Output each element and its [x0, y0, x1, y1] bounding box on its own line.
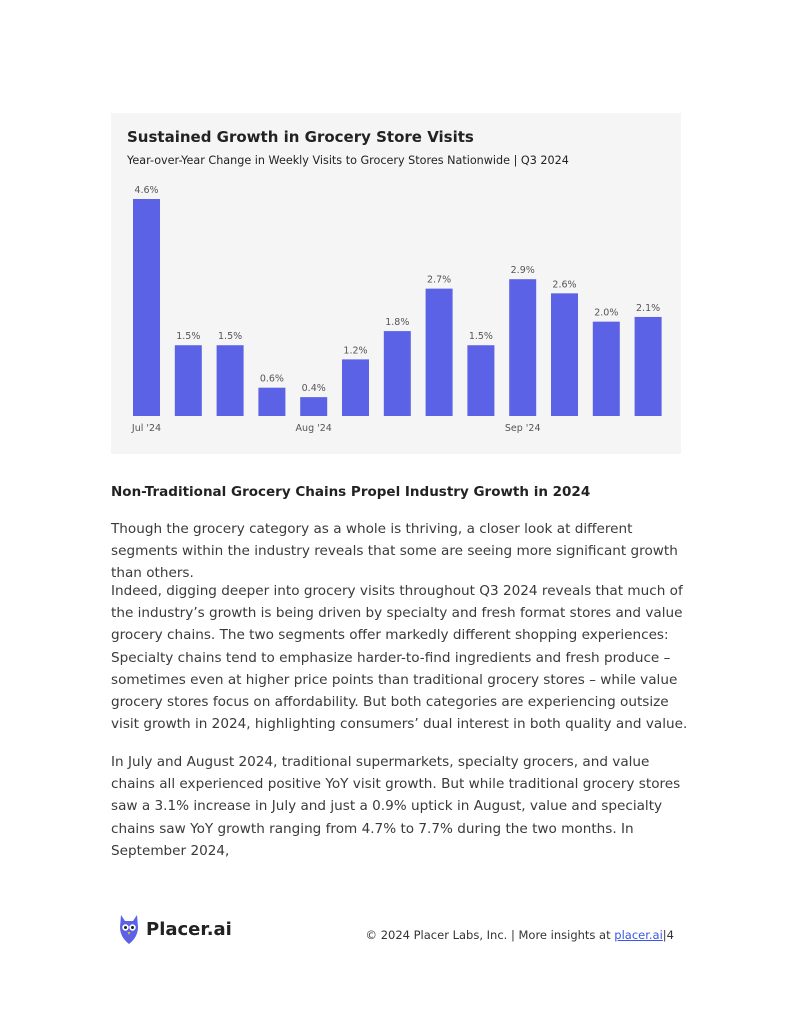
- bar-value-label-9: 2.9%: [510, 265, 535, 277]
- chart-title: Sustained Growth in Grocery Store Visits: [127, 128, 474, 146]
- bar-value-label-6: 1.8%: [385, 317, 410, 329]
- bar-value-label-1: 1.5%: [176, 331, 201, 343]
- bar-0: [133, 199, 160, 416]
- paragraph-2: Indeed, digging deeper into grocery visits throughout Q3 2024 reveals that much of the industry’s growth is being driven by specialty and fresh format stores and value grocery chains. The two segments offer markedly different shopping experiences: Specialty chains tend to emphasize harder-to-find ingredients and fresh produce – sometimes even at higher price points than traditional grocery stores – while value grocery stores focus on affordability. But both categories are experiencing outsize visit growth in 2024, highlighting consumers’ dual interest in both quality and value.: [111, 583, 688, 733]
- bar-5: [342, 359, 369, 416]
- page-number: 4: [666, 928, 674, 942]
- bar-8: [467, 345, 494, 416]
- bar-value-label-4: 0.4%: [301, 383, 326, 395]
- x-tick-label-2: Sep '24: [504, 423, 541, 434]
- paragraph-1: Though the grocery category as a whole is thriving, a closer look at different segments within the industry reveals that some are seeing more significant growth than others.: [111, 521, 678, 582]
- x-tick-label-1: Aug '24: [295, 423, 332, 434]
- bar-7: [426, 289, 453, 416]
- bar-value-label-7: 2.7%: [427, 274, 452, 286]
- bar-chart: [111, 113, 681, 454]
- bar-3: [258, 388, 285, 416]
- bar-value-label-10: 2.6%: [552, 279, 577, 291]
- bar-12: [635, 317, 662, 416]
- logo-text: Placer.ai: [146, 918, 232, 940]
- section-heading: Non-Traditional Grocery Chains Propel Industry Growth in 2024: [111, 484, 591, 500]
- bar-value-label-12: 2.1%: [636, 302, 661, 314]
- bar-9: [509, 279, 536, 416]
- paragraph-3: In July and August 2024, traditional supermarkets, specialty grocers, and value chains all experienced positive YoY visit growth. But while traditional grocery stores saw a 3.1% increase in July and just a 0.9% uptick in August, value and specialty chains saw YoY growth ranging from 4.7% to 7.7% during the two months. In September 2024,: [111, 754, 681, 859]
- bar-6: [384, 331, 411, 416]
- bar-4: [300, 397, 327, 416]
- bar-value-label-3: 0.6%: [259, 373, 284, 385]
- bar-2: [217, 345, 244, 416]
- chart-card: [111, 113, 681, 454]
- bar-value-label-8: 1.5%: [468, 331, 493, 343]
- chart-subtitle: Year-over-Year Change in Weekly Visits to Grocery Stores Nationwide | Q3 2024: [127, 154, 569, 167]
- x-tick-label-0: Jul '24: [131, 423, 162, 434]
- footer-link[interactable]: placer.ai: [614, 928, 663, 942]
- bar-10: [551, 293, 578, 416]
- footer-copyright: © 2024 Placer Labs, Inc. | More insights at: [365, 928, 615, 942]
- bar-11: [593, 322, 620, 416]
- placer-owl-icon: [118, 913, 140, 945]
- bar-value-label-2: 1.5%: [218, 331, 243, 343]
- footer-separator: |: [662, 928, 667, 942]
- bar-value-label-0: 4.6%: [134, 185, 159, 196]
- footer-text: [366, 928, 674, 942]
- bar-value-label-5: 1.2%: [343, 345, 368, 357]
- footer-logo[interactable]: [118, 913, 232, 945]
- bar-1: [175, 345, 202, 416]
- bar-value-label-11: 2.0%: [594, 307, 619, 319]
